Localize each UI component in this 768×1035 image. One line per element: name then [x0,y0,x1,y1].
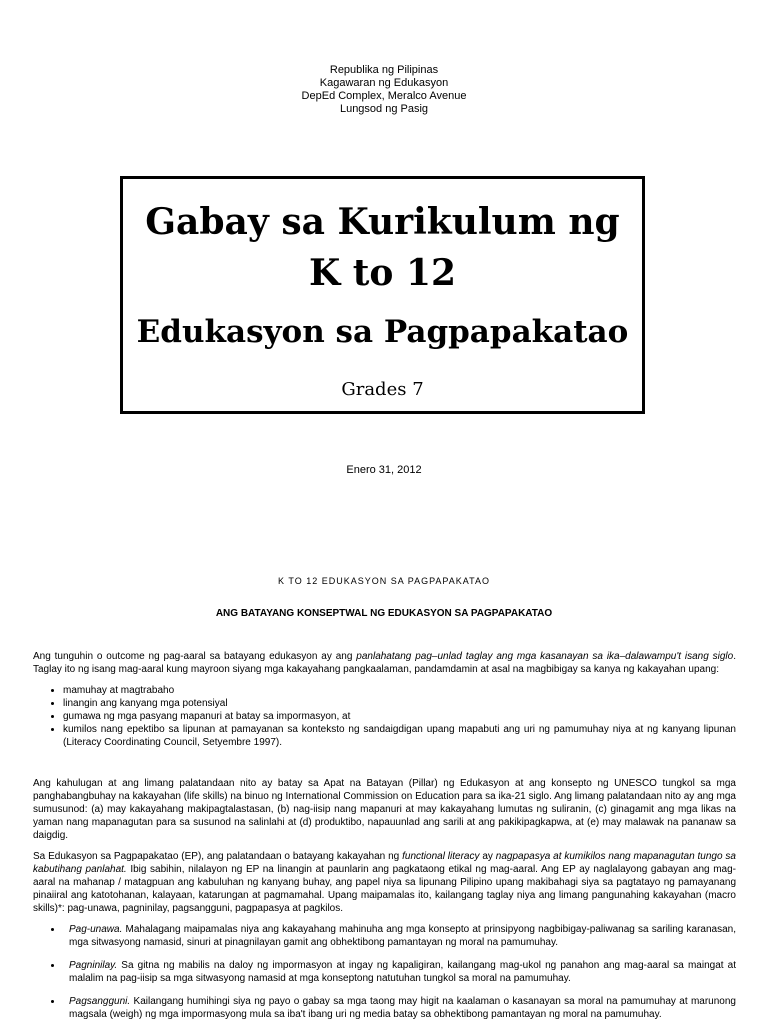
title-line-2: K to 12 [308,252,457,294]
macro-skills-list [33,923,736,1021]
list-item: • linangin ang kanyang mga potensiyal [63,697,736,710]
title-box [120,176,645,414]
list-item: • mamuhay at magtrabaho [63,684,736,697]
paragraph-pillars: Ang kahulugan at ang limang palatandaan nito ay batay sa Apat na Batayan (Pillar) ng Edukasyon at ang konsepto ng UNESCO tungkol sa mga panghabangbuhay na kakayahan (life skills) na binuo ng International Commission on Education para sa ika-21 siglo. Ang limang palatandaan nito ay ang mga sumusunod: (a) may kakayahang makipagtalastasan, (b) nag-iisip nang mapanuri at may kakayahang lumutas ng suliranin, (c) ginagamit ang mga likas na yaman nang mapanagutan para sa susunod na salinlahi at (d) produktibo, napauunlad ang sarili at ang pakikipagkapwa, at (e) may malawak na pananaw sa daigdig. [33,778,736,841]
emphasis-text: panlahatang pag–unlad taglay ang mga kasanayan sa ika–dalawampu't isang siglo [356,651,734,662]
list-item: • Pagninilay. Sa gitna ng mabilis na daloy ng impormasyon at ingay ng kapaligiran, kailangang mag-ukol ng panahon ang mag-aaral sa maingat at malalim na pag-iisip sa mga sitwasyong namasid at mga konseptong natutuhan tungkol sa moral na pamumuhay. [63,959,736,985]
document-date: Enero 31, 2012 [346,464,422,476]
title-grade: Grades 7 [341,379,424,400]
header-line-department: Kagawaran ng Edukasyon [319,77,449,89]
capability-list [33,684,736,749]
title-line-1: Gabay sa Kurikulum ng [145,201,620,243]
list-item: • kumilos nang epektibo sa lipunan at pamayanan sa konteksto ng sandaigdigan upang mapabuti ang uri ng pamumuhay niya at ng kanyang lipunan (Literacy Coordinating Council, Setyembre 1997). [63,723,736,749]
list-item: • Pagsangguni. Kailangang humihingi siya ng payo o gabay sa mga taong may higit na kaalaman o kasanayan sa moral na pamumuhay at marunong magsala (weigh) ng mga impormasyong mula sa iba't ibang uri ng media batay sa obhektibong pamantayan ng moral na pamumuhay. [63,995,736,1021]
subject-heading: K TO 12 EDUKASYON SA PAGPAPAKATAO [278,576,490,586]
agency-header [0,64,768,116]
header-line-address: DepEd Complex, Meralco Avenue [301,90,467,102]
list-item: • gumawa ng mga pasyang mapanuri at batay sa impormasyon, at [63,710,736,723]
section-heading: ANG BATAYANG KONSEPTWAL NG EDUKASYON SA PAGPAPAKATAO [215,608,553,619]
header-line-city: Lungsod ng Pasig [339,103,429,115]
paragraph-functional-literacy: Sa Edukasyon sa Pagpapakatao (EP), ang palatandaan o batayang kakayahan ng functional literacy ay nagpapasya at kumikilos nang mapanagutan tungo sa kabutihang panlahat. Ibig sabihin, nilalayon ng EP na linangin at paunlarin ang pagkataong etikal ng mag-aaral. Ang EP ay naglalayong gabayan ang mag-aaral na mahanap / matagpuan ang kabuluhan ng kanyang buhay, ang papel niya sa lipunang Pilipino upang makibahagi siya sa pagtatayo ng pamayanang pinaiiral ang katotohanan, kalayaan, katarungan at pagmamahal. Upang maipamalas ito, kailangang taglay niya ang limang pangunahing kakayahan (macro skills)*: pag-unawa, pagninilay, pagsangguni, pagpapasya at pagkilos. [33,851,736,914]
body-text [33,650,736,1035]
title-subject: Edukasyon sa Pagpapakatao [136,314,629,350]
header-line-republic: Republika ng Pilipinas [329,64,439,76]
paragraph-outcome: Ang tunguhin o outcome ng pag-aaral sa batayang edukasyon ay ang panlahatang pag–unlad taglay ang mga kasanayan sa ika–dalawampu't isang siglo. Taglay ito ng isang mag-aaral kung mayroon siyang mga kakayahang pangkaalaman, pandamdamin at asal na magbibigay sa kanya ng kakayahan upang: [33,651,736,675]
list-item: • Pag-unawa. Mahalagang maipamalas niya ang kakayahang mahinuha ang mga konsepto at prinsipyong nagbibigay-paliwanag sa sariling karanasan, mga sitwasyong namasid, sinuri at pinagnilayan gamit ang obhektibong pamantayan ng moral na pamumuhay. [63,923,736,949]
